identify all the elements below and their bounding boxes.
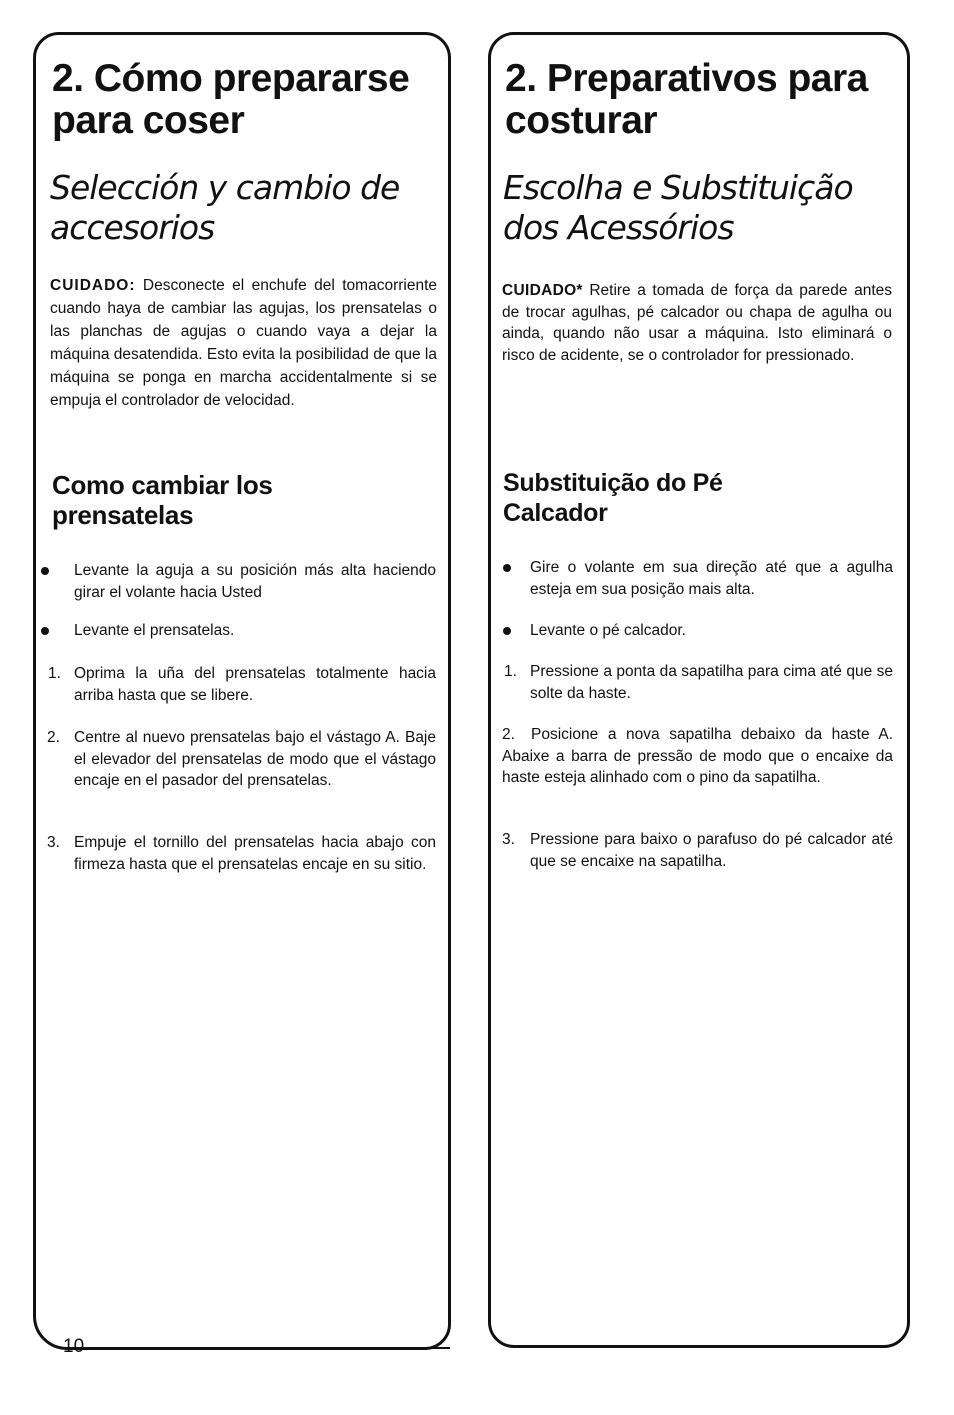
spanish-step (47, 727, 436, 792)
spanish-step-text: Oprima la uña del prensatelas totalmente hacia arriba hasta que se libere. (74, 665, 436, 704)
spanish-warning-label: CUIDADO: (50, 277, 136, 294)
step-number: 2. (502, 726, 515, 743)
bullet-icon (41, 620, 49, 642)
spanish-warning (50, 274, 437, 412)
spanish-step-text: Centre al nuevo prensatelas bajo el vástago A. Baje el elevador del prensatelas de modo que el vástago encaje en el pasador del prensatelas. (74, 729, 436, 789)
portuguese-step (504, 661, 893, 704)
portuguese-bullet-text: Levante o pé calcador. (530, 622, 686, 639)
spanish-warning-text: Desconecte el enchufe del tomacorriente cuando haya de cambiar las agujas, los prensatelas o las planchas de agujas o cuando vaya a dejar la máquina desatendida. Esto evita la posibilidad de que la máquina se ponga en marcha accidentalmente si se empuja el controlador de velocidad. (50, 277, 438, 409)
step-number: 1. (48, 665, 61, 682)
spanish-bullet-item (74, 620, 436, 642)
portuguese-step-text: Pressione para baixo o parafuso do pé calcador até que se encaixe na sapatilha. (530, 831, 893, 870)
portuguese-step-text: Pressione a ponta da sapatilha para cima até que se solte da haste. (530, 663, 893, 702)
portuguese-bullet-item (530, 620, 893, 642)
step-number: 2. (47, 729, 60, 746)
portuguese-step (502, 829, 893, 872)
step-number: 3. (502, 831, 515, 848)
portuguese-step (502, 724, 893, 789)
spanish-step-text: Empuje el tornillo del prensatelas hacia abajo con firmeza hasta que el prensatelas encaje en su sitio. (74, 834, 436, 873)
portuguese-bullet-item (530, 557, 893, 600)
spanish-bullet-text: Levante el prensatelas. (74, 622, 235, 639)
spanish-step (48, 663, 436, 706)
portuguese-subtitle: Escolha e Substituição dos Acessórios (503, 168, 853, 247)
bullet-icon (503, 557, 511, 579)
spanish-section-title: Como cambiar los prensatelas (52, 470, 273, 530)
portuguese-warning-text: Retire a tomada de força da parede antes de trocar agulhas, pé calcador ou chapa de agulha ou ainda, quando não usar a máquina. Isto eliminará o risco de acidente, se o controlador for pressionado. (502, 282, 892, 364)
portuguese-warning-label: CUIDADO* (502, 282, 583, 299)
portuguese-section-title: Substituição do Pé Calcador (503, 469, 723, 527)
bullet-icon (503, 620, 511, 642)
spanish-step (47, 832, 436, 875)
portuguese-main-title: 2. Preparativos para costurar (505, 57, 868, 142)
step-number: 1. (504, 663, 517, 680)
spanish-main-title: 2. Cómo prepararse para coser (52, 57, 410, 142)
portuguese-step-text: Posicione a nova sapatilha debaixo da haste A. Abaixe a barra de pressão de modo que o encaixe da haste esteja alinhado com o pino da sapatilha. (502, 726, 893, 786)
bullet-icon (41, 560, 49, 582)
spanish-bullet-item (74, 560, 436, 603)
portuguese-bullet-text: Gire o volante em sua direção até que a agulha esteja em sua posição mais alta. (530, 559, 893, 598)
spanish-bullet-text: Levante la aguja a su posición más alta haciendo girar el volante hacia Usted (74, 562, 436, 601)
page-number: 10 (63, 1336, 85, 1357)
portuguese-warning (502, 280, 892, 366)
step-number: 3. (47, 834, 60, 851)
spanish-subtitle: Selección y cambio de accesorios (50, 168, 400, 247)
footer-rule (98, 1347, 450, 1349)
